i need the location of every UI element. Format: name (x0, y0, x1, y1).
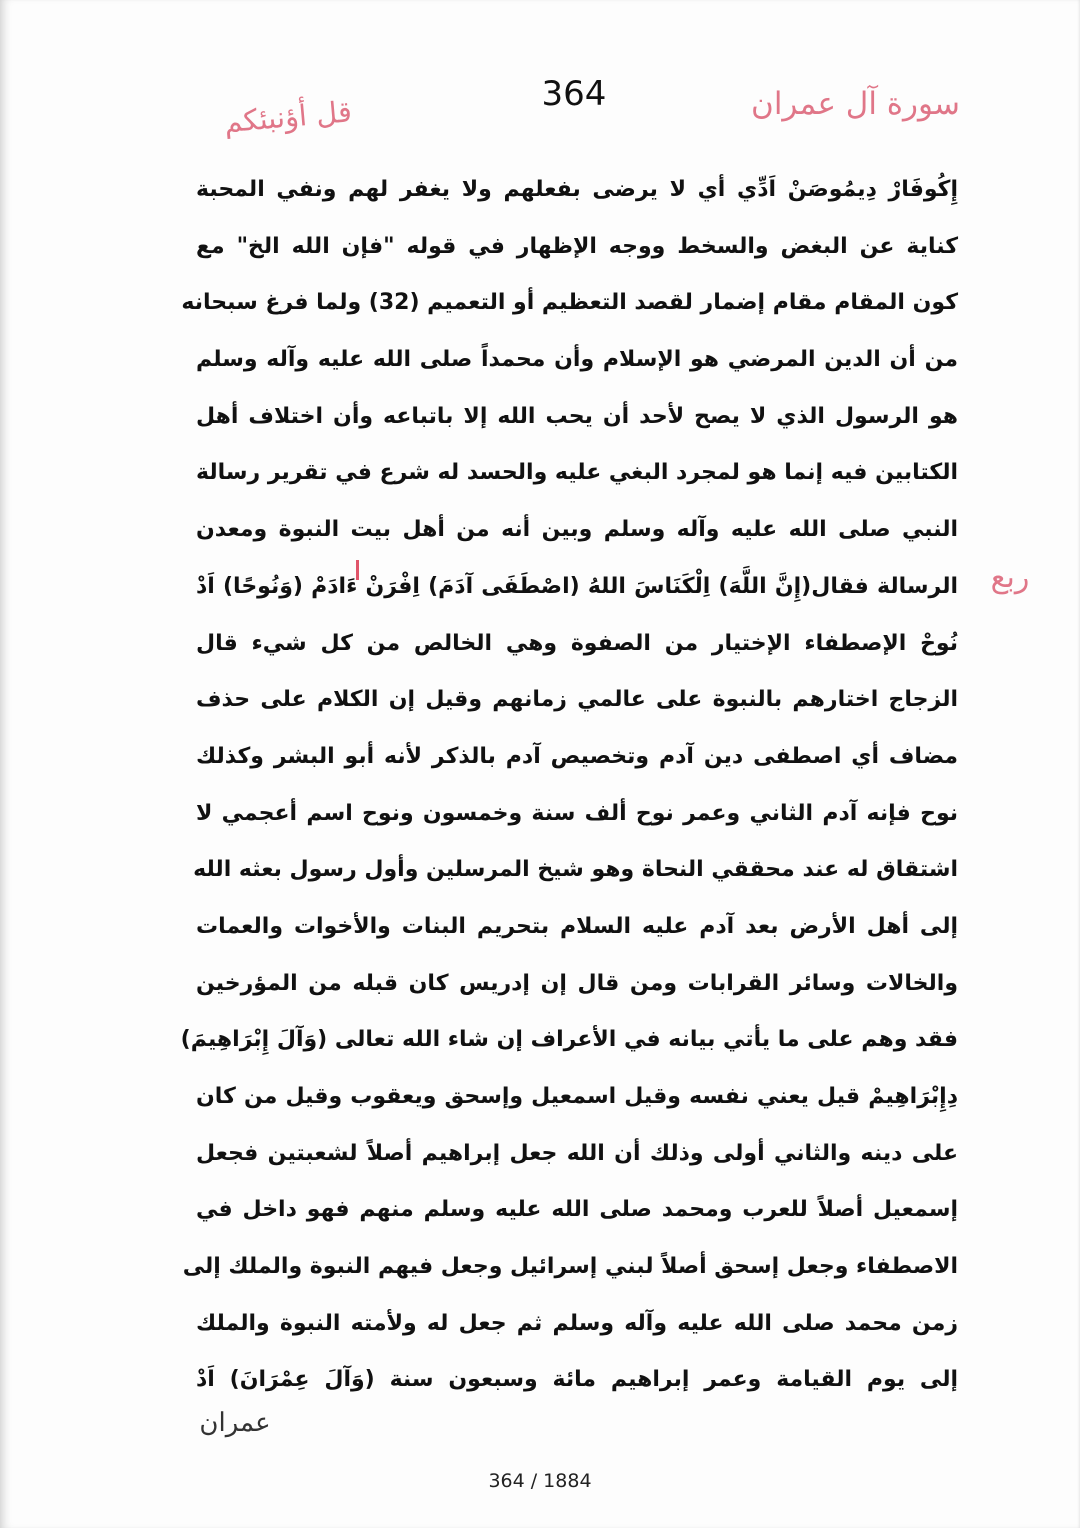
text-line: نوح فإنه آدم الثاني وعمر نوح ألف سنة وخمسون ونوح اسم أعجمي لا (196, 800, 958, 826)
surah-handwritten-note: سورة آل عمران (751, 86, 960, 122)
text-line: إلى أهل الأرض بعد آدم عليه السلام بتحريم البنات والأخوات والعمات (196, 913, 958, 939)
text-line: مضاف أي اصطفى دين آدم وتخصيص آدم بالذكر لأنه أبو البشر وكذلك (196, 743, 958, 769)
body-text (180, 162, 958, 1409)
text-line: إسمعيل أصلاً للعرب ومحمد صلى الله عليه وسلم منهم فهو داخل في (196, 1197, 958, 1223)
verse-handwritten-note: قل أؤنبئكم (222, 94, 354, 140)
page-indicator: 364 / 1884 (488, 1470, 592, 1492)
text-line: إلى يوم القيامة وعمر إبراهيم مائة وسبعون سنة (وَآلَ عِمْرَانَ) اَدْ (196, 1367, 958, 1393)
text-line: هو الرسول الذي لا يصح لأحد أن يحب الله إلا باتباعه وأن اختلاف أهل (196, 403, 958, 429)
text-line: الاصطفاء وجعل إسحق أصلاً لبني إسرائيل وجعل فيهم النبوة والملك إلى (182, 1254, 958, 1280)
text-line: الكتابين فيه إنما هو لمجرد البغي عليه والحسد له شرع في تقرير رسالة (196, 460, 958, 486)
text-line: الزجاج اختارهم بالنبوة على عالمي زمانهم وقيل إن الكلام على حذف (196, 687, 958, 713)
catchword: عمران (199, 1408, 271, 1438)
text-line: من أن الدين المرضي هو الإسلام وأن محمداً صلى الله عليه وآله وسلم (196, 347, 958, 373)
rub-margin-note: ربع (990, 560, 1030, 595)
text-line: دِإِبْرَاهِيمْ قيل يعني نفسه وقيل اسمعيل وإسحق ويعقوب وقيل من كان (196, 1084, 958, 1109)
text-line: الرسالة فقال(إِنَّ اللَّهَ) اِلْكَنَاسَ اللهُ (اصْطَفَى آدَمَ) اِفْرَنْ ءَادَمْ (وَنُوحًا) اَدْ (196, 573, 958, 599)
text-line: زمن محمد صلى الله عليه وآله وسلم ثم جعل له ولأمته النبوة والملك (196, 1310, 958, 1336)
page-number: 364 (541, 74, 607, 114)
text-line: إِكُوفَارْ دِيمُوصَنْ اَدِّي أي لا يرضى بفعلهم ولا يغفر لهم ونفي المحبة (196, 177, 958, 202)
text-line: والخالات وسائر القرابات ومن قال إن إدريس كان قبله من المؤرخين (196, 970, 958, 996)
text-line: اشتقاق له عند محققي النحاة وهو شيخ المرسلين وأول رسول بعثه الله (193, 857, 958, 883)
text-line: فقد وهم على ما يأتي بيانه في الأعراف إن شاء الله تعالى (وَآلَ إِبْرَاهِيمَ) (180, 1027, 958, 1053)
text-line: على دينه والثاني أولى وذلك أن الله جعل إبراهيم أصلاً لشعبتين فجعل (196, 1140, 958, 1166)
text-line: النبي صلى الله عليه وآله وسلم وبين أنه من أهل بيت النبوة ومعدن (196, 517, 958, 543)
text-line: كناية عن البغض والسخط ووجه الإظهار في قوله "فإن الله الخ" مع (196, 233, 958, 259)
text-line: كون المقام مقام إضمار لقصد التعظيم أو التعميم (32) ولما فرغ سبحانه (181, 290, 958, 316)
text-line: نُوحْ الإصطفاء الإختيار من الصفوة وهي الخالص من كل شيء قال (196, 630, 958, 656)
